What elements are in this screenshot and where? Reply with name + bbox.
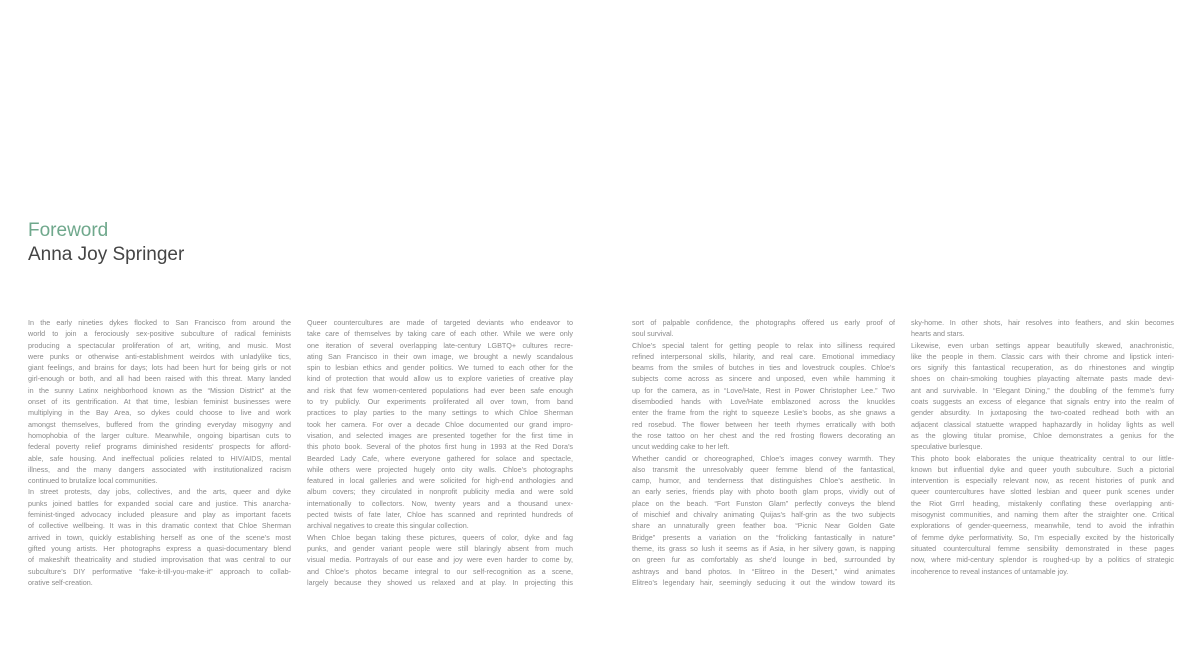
text-line: continued to brutalize local communities.: [28, 476, 158, 486]
text-line: on green fur as comfortably as she’d lounge in bed, surrounded by: [632, 555, 895, 565]
text-line: incoherence to reveal instances of untamable joy.: [911, 566, 1069, 576]
text-line: Elitreo’s legendary hair, seemingly seducing it out the window toward its: [632, 577, 895, 587]
text-line: Chloe’s special talent for getting people to relax into silliness required: [632, 340, 895, 350]
text-line: sky-home. In other shots, hair resolves into feathers, and skin becomes: [911, 318, 1174, 327]
text-line: Whether candid or choreographed, Chloe’s images convey warmth. They: [632, 453, 895, 463]
text-line: and Chloe’s photos became integral to our self-recognition as a scene,: [307, 566, 573, 576]
text-line: as the glowing titular promise, Chloe demonstrates a genius for the: [911, 430, 1174, 440]
text-line: producing a spectacular proliferation of art, writing, and music. Most: [28, 340, 291, 350]
text-line: of makeshift theatricality and studied improvisation that was central to our: [28, 555, 291, 565]
text-column-2: [307, 317, 573, 588]
text-line: In street protests, day jobs, collectives, and the arts, queer and dyke: [28, 487, 291, 497]
text-line: feminist-tinged advocacy included pleasure and play as important facets: [28, 510, 291, 520]
text-line: featured in local galleries and were solicited for high-end anthologies and: [307, 476, 573, 486]
text-line: illness, and the many dangers associated with institutionalized racism: [28, 464, 291, 474]
text-line: were punks or otherwise anti-establishment weirdos with unladylike tics,: [28, 351, 291, 361]
text-line: This photo book elaborates the unique theatricality central to our little-: [911, 453, 1174, 463]
text-line: sort of palpable confidence, the photographs offered us early proof of: [632, 318, 895, 327]
text-line: visual media. Portrayals of our ease and joy were even harder to come by,: [307, 555, 573, 565]
text-line: and risk that few women-centered populations had ever been safe enough: [307, 385, 573, 395]
text-line: world to join a ferociously sex-positive subculture of radical feminists: [28, 329, 291, 339]
text-line: place on the beach. “Fort Funston Glam” perfectly conveys the blend: [632, 498, 895, 508]
text-line: ashtrays and band photos. In “Elitreo in the Desert,” wind animates: [632, 566, 895, 576]
text-line: share an unnaturally green feather boa. “Picnic Near Golden Gate: [632, 521, 895, 531]
text-line: punks joined battles for expanded social care and justice. This anarcha-: [28, 498, 291, 508]
text-line: Queer countercultures are made of targeted deviants who endeavor to: [307, 318, 573, 327]
text-line: speculative burlesque.: [911, 442, 983, 452]
text-line: known but influential dyke and queer youth subculture. Such a pictorial: [911, 464, 1174, 474]
text-line: spin to lesbian ethics and gender politics. We turned to each other for the: [307, 363, 573, 373]
text-line: situated countercultural femme sensibility demonstrated in these pages: [911, 543, 1174, 553]
text-line: amongst themselves, buffered from the grinding everyday misogyny and: [28, 419, 291, 429]
text-line: ors signify this fantastical recuperation, as do rhinestones and wingtip: [911, 363, 1174, 373]
text-line: of femme dyke performativity. So, I’m especially excited by the historically: [911, 532, 1174, 542]
text-line: took her camera. For over a decade Chloe documented our grand impro-: [307, 419, 573, 429]
text-line: homophobia of the larger culture. Meanwhile, ongoing bipartisan cuts to: [28, 430, 291, 440]
text-line: refined interpersonal skills, hilarity, and real care. Emotional immediacy: [632, 351, 895, 361]
text-line: shoes on chain-smoking toughies playacting alternate pasts made devi-: [911, 374, 1174, 384]
text-column-3: [632, 317, 895, 588]
text-line: hearts and stars.: [911, 329, 965, 339]
text-line: now, where mid-century splendor is roughed-up by a politics of strategic: [911, 555, 1174, 565]
text-line: disembodied hands with Love/Hate emblazoned across the knuckles: [632, 397, 895, 407]
text-line: orative self-creation.: [28, 577, 93, 587]
text-column-1: [28, 317, 291, 588]
text-line: also transmit the unresolvably queer femme blend of the fantastical,: [632, 464, 895, 474]
text-line: arrived in town, quickly establishing herself as one of the scene’s most: [28, 532, 291, 542]
text-line: one iteration of several overlapping late-century LGBTQ+ cultures recre-: [307, 340, 573, 350]
text-line: the rose tattoo on her chest and the red frosting flowers decorating an: [632, 430, 895, 440]
text-line: up for the camera, as in “Love/Hate, Rest in Power Christopher Lee.” Two: [632, 385, 895, 395]
text-line: punks, and gender variant people were still blaringly absent from much: [307, 543, 573, 553]
text-line: Bridge” presents a variation on the “frolicking fantastically in nature”: [632, 532, 895, 542]
text-line: red rosebud. The flower between her teeth rhymes erratically with both: [632, 419, 895, 429]
text-line: enter the frame from the right to squeeze Leslie’s boobs, as she gnaws a: [632, 408, 895, 418]
text-line: misogynist communities, and naming them after the straighter one. Critical: [911, 510, 1174, 520]
text-line: archival negatives to create this singular collection.: [307, 521, 469, 531]
text-line: onset of its gentrification. At that time, lesbian feminist businesses were: [28, 397, 291, 407]
text-line: subculture’s DIY performative “fake-it-till-you-make-it” approach to collab-: [28, 566, 291, 576]
text-line: subjects come across as sincere and unposed, even while hamming it: [632, 374, 895, 384]
text-line: album covers; they circulated in nonprofit publicity media and were sold: [307, 487, 573, 497]
text-line: explorations of gender-queerness, meanwhile, tend to avoid the infrathin: [911, 521, 1174, 531]
text-line: to try publicly. Our experiments proliferated all over town, from band: [307, 397, 573, 407]
text-line: the Riot Grrrl heading, mistakenly conflating these overlapping anti-: [911, 498, 1174, 508]
text-line: federal poverty relief programs diminished residents’ prospects for afford-: [28, 442, 291, 452]
section-title: Foreword: [28, 220, 109, 241]
text-line: while others were projected hugely onto city walls. Chloe’s photographs: [307, 464, 573, 474]
text-line: theme, its grass so lush it seems as if Asia, in her silvery gown, is napping: [632, 543, 895, 553]
text-line: take care of themselves by taking care of each other. While we were only: [307, 329, 573, 339]
text-line: intervention is especially relevant now, as recent histories of punk and: [911, 476, 1174, 486]
text-line: largely because they showed us relaxed and at play. In projecting this: [307, 577, 573, 587]
text-line: practices to play parties to the many settings to which Chloe Sherman: [307, 408, 573, 418]
text-line: giant feelings, and brains for days; lots had been hurt for being girls or not: [28, 363, 291, 373]
text-line: able, safe housing. And ineffectual policies related to HIV/AIDS, mental: [28, 453, 291, 463]
text-line: beams from the smiles of butches in ties and lovestruck couples. Chloe’s: [632, 363, 895, 373]
text-line: uncut wedding cake to her left.: [632, 442, 730, 452]
text-line: queer countercultures have slotted lesbian and queer punk scenes under: [911, 487, 1174, 497]
text-line: gifted young artists. Her photographs express a quasi-documentary blend: [28, 543, 291, 553]
text-line: pected twists of fate later, Chloe has scanned and reprinted hundreds of: [307, 510, 573, 520]
text-line: When Chloe began taking these pictures, queers of color, dyke and fag: [307, 532, 573, 542]
text-line: coats suggests an excess of elegance that signals entry into the realm of: [911, 397, 1174, 407]
text-line: an early series, friends play with photo booth glam props, vividly out of: [632, 487, 895, 497]
text-line: Bearded Lady Cafe, where everyone gathered for solace and spectacle,: [307, 453, 573, 463]
text-line: ant and survivable. In “Elegant Dining,” the doubling of the femme’s furry: [911, 385, 1174, 395]
text-line: in the sunny Latinx neighborhood known as the “Mission District” at the: [28, 385, 291, 395]
author-name: Anna Joy Springer: [28, 244, 185, 265]
text-line: of collective wellbeing. It was in this dramatic context that Chloe Sherman: [28, 521, 291, 531]
text-line: ating San Francisco in their own image, we brought a newly scandalous: [307, 351, 573, 361]
text-line: camp, humor, and tenderness that distinguishes Chloe’s aesthetic. In: [632, 476, 895, 486]
text-line: In the early nineties dykes flocked to San Francisco from around the: [28, 318, 291, 327]
text-line: visation, and selected images are presented together for the first time in: [307, 430, 573, 440]
text-line: adjacent classical statuette wrapped haphazardly in holiday lights as well: [911, 419, 1174, 429]
text-column-4: [911, 317, 1174, 577]
text-line: of mischief and chivalry animating Quijas’s half-grin as the two subjects: [632, 510, 895, 520]
text-line: girl-enough or both, and all had been raised with this threat. Many landed: [28, 374, 291, 384]
text-line: kind of protection that would allow us to explore varieties of creative play: [307, 374, 573, 384]
text-line: internationally to collectors. Now, twenty years and a thousand unex-: [307, 498, 573, 508]
text-line: gender absurdity. In juxtaposing the two-coated redhead both with an: [911, 408, 1174, 418]
text-line: like the people in them. Classic cars with their chrome and lipstick interi-: [911, 351, 1174, 361]
text-line: Likewise, even urban settings appear beautifully skewed, anachronistic,: [911, 340, 1174, 350]
text-line: multiplying in the Bay Area, so dykes could choose to live and work: [28, 408, 291, 418]
text-line: this photo book. Several of the photos first hung in 1993 at the Red Dora’s: [307, 442, 573, 452]
text-line: soul survival.: [632, 329, 674, 339]
